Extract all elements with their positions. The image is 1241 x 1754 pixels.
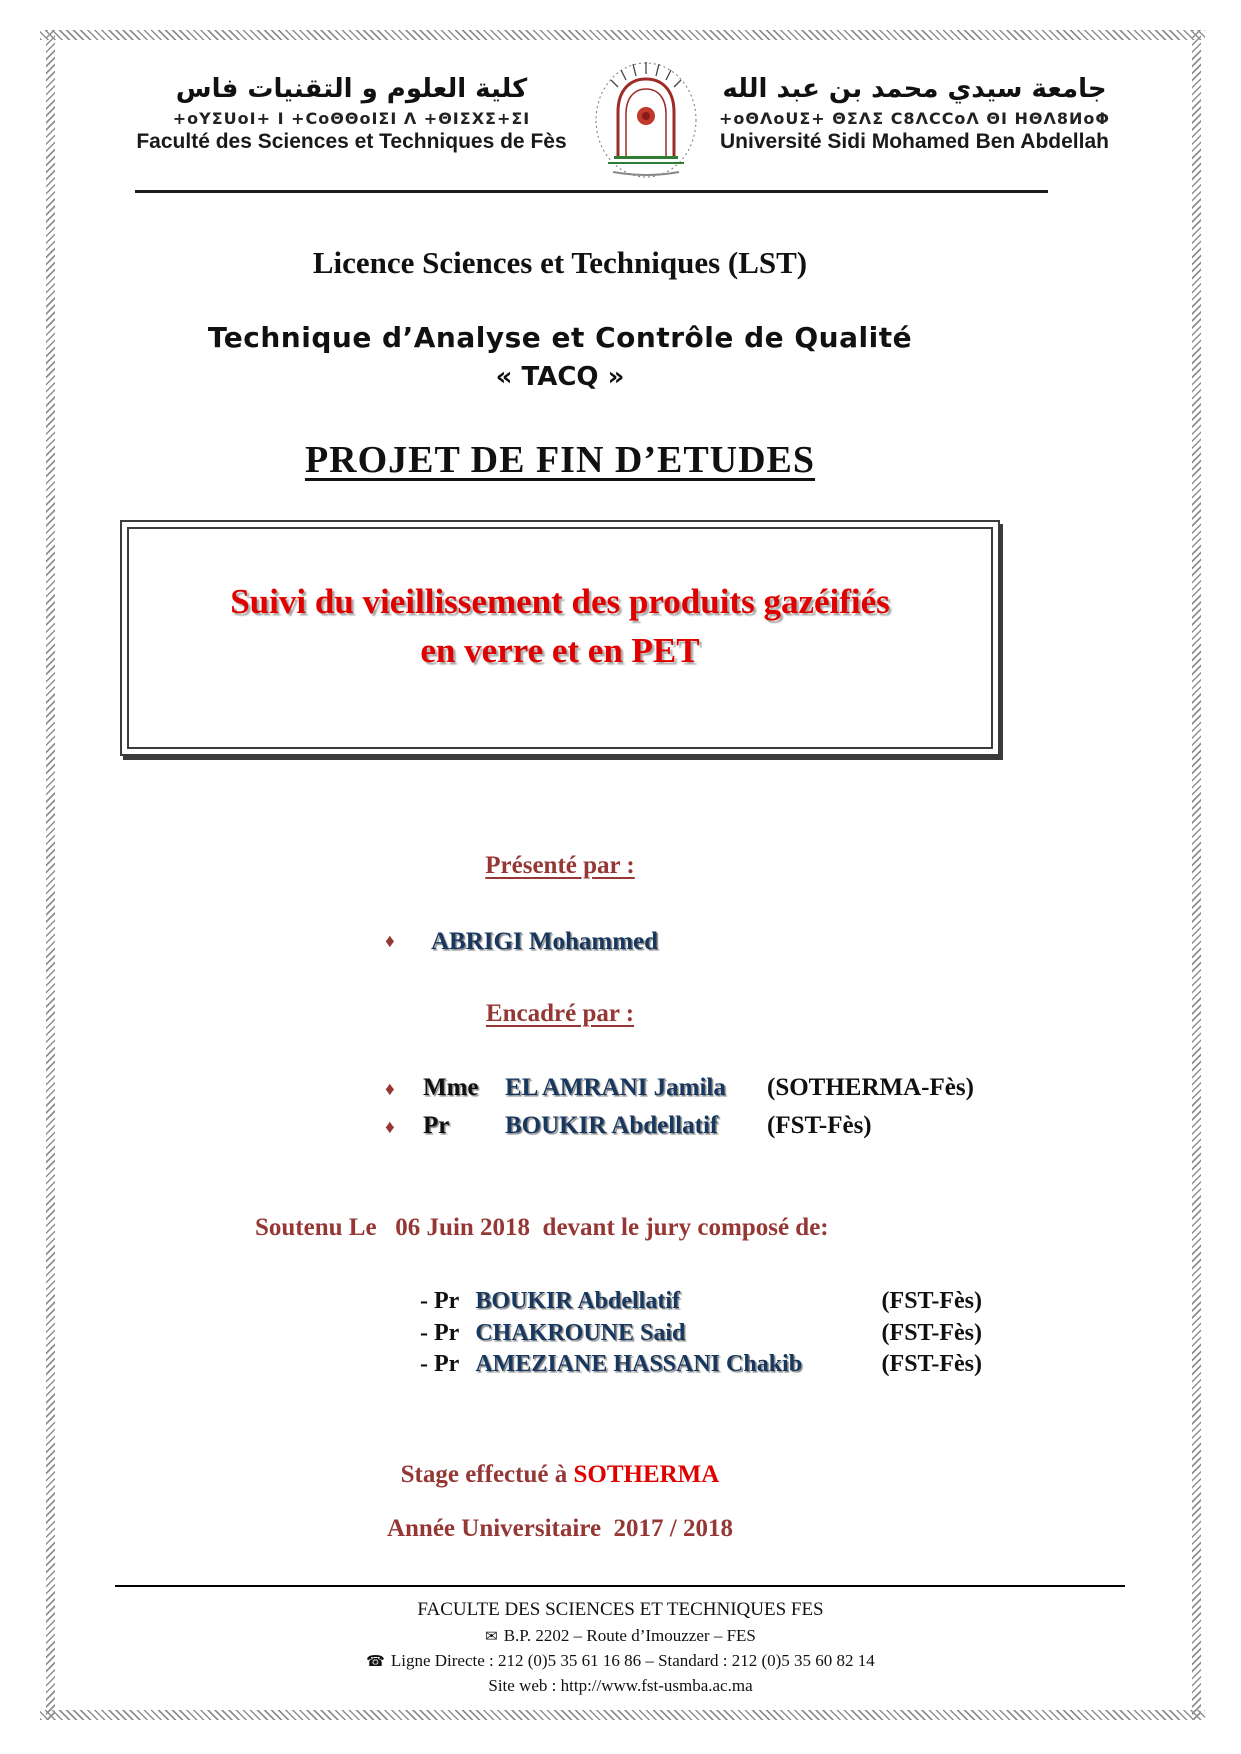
jury-row	[420, 1318, 982, 1350]
university-emblem-icon	[593, 58, 699, 180]
footer-address: B.P. 2202 – Route d’Imouzzer – FES	[503, 1626, 756, 1646]
jury-member-title: - Pr	[420, 1288, 460, 1314]
jury-member-title: - Pr	[420, 1351, 460, 1378]
subject-title-line2: en verre et en PET	[420, 631, 700, 670]
page-footer	[0, 1599, 1241, 1696]
footer-phone-line	[0, 1651, 1241, 1671]
university-name-tifinagh: +oΘΛoUΣ+ ΘΣΛΣ C8ΛCCoΛ ΘI HΘΛ8ИoΦ	[719, 109, 1110, 129]
jury-member-title: - Pr	[420, 1319, 460, 1346]
diamond-bullet-icon: ♦	[385, 931, 395, 952]
faculty-name-french: Faculté des Sciences et Techniques de Fès	[136, 130, 567, 154]
university-block	[715, 72, 1115, 154]
university-name-french: Université Sidi Mohamed Ben Abdellah	[720, 130, 1109, 154]
faculty-block	[127, 72, 577, 154]
subject-title-line1: Suivi du vieillissement des produits gazéifiés	[230, 582, 890, 621]
supervisor-row	[385, 1112, 1120, 1140]
document-type-title: PROJET DE FIN D’ETUDES	[304, 439, 816, 481]
supervisor-title: Mme	[423, 1074, 479, 1101]
footer-phone: Ligne Directe : 212 (0)5 35 61 16 86 – Standard : 212 (0)5 35 60 82 14	[390, 1651, 875, 1671]
supervisor-row	[385, 1074, 1120, 1102]
supervisor-affiliation: (FST-Fès)	[767, 1112, 872, 1139]
subject-box	[120, 520, 1000, 756]
envelope-icon: ✉	[485, 1627, 498, 1646]
page-header	[0, 72, 1241, 180]
university-name-arabic: جامعة سيدي محمد بن عبد الله	[722, 74, 1107, 104]
footer-address-line	[0, 1626, 1241, 1646]
jury-member-name: BOUKIR Abdellatif	[475, 1288, 681, 1314]
footer-divider	[115, 1585, 1125, 1587]
university-logo	[591, 58, 701, 180]
internship-line	[0, 1461, 1120, 1489]
diamond-bullet-icon: ♦	[385, 1117, 395, 1138]
footer-institution: FACULTE DES SCIENCES ET TECHNIQUES FES	[417, 1599, 824, 1621]
specialty-title: Technique d’Analyse et Contrôle de Qualité	[207, 321, 913, 354]
faculty-name-arabic: كلية العلوم و التقنيات فاس	[175, 74, 528, 104]
presented-by-heading: Présenté par :	[485, 852, 635, 879]
faculty-name-tifinagh: +oYΣUoI+ I +CoΘΘoIΣI Λ +ΘIΣXΣ+ΣI	[172, 109, 531, 129]
telephone-icon: ☎	[366, 1652, 385, 1671]
header-divider	[135, 190, 1048, 193]
supervisor-title: Pr	[423, 1112, 450, 1139]
defense-intro: Soutenu Le 06 Juin 2018 devant le jury composé de:	[255, 1214, 829, 1241]
internship-prefix: Stage effectué à	[400, 1461, 574, 1489]
jury-member-name: CHAKROUNE Said	[475, 1319, 686, 1346]
subject-box-inner	[127, 527, 993, 749]
footer-website: Site web : http://www.fst-usmba.ac.ma	[488, 1676, 753, 1696]
supervised-by-heading: Encadré par :	[485, 1000, 635, 1027]
jury-member-name: AMEZIANE HASSANI Chakib	[475, 1351, 803, 1378]
internship-company: SOTHERMA	[573, 1461, 720, 1489]
student-name: ABRIGI Mohammed	[430, 928, 659, 955]
jury-list	[420, 1286, 982, 1381]
supervisor-name: EL AMRANI Jamila	[505, 1074, 726, 1101]
main-content	[0, 245, 1120, 1543]
jury-row	[420, 1349, 982, 1381]
academic-year: Année Universitaire 2017 / 2018	[386, 1515, 734, 1543]
student-row	[385, 928, 1120, 956]
diamond-bullet-icon: ♦	[385, 1079, 395, 1100]
jury-row	[420, 1286, 982, 1318]
jury-member-affiliation: (FST-Fès)	[881, 1288, 982, 1314]
program-title: Licence Sciences et Techniques (LST)	[312, 245, 808, 280]
jury-member-affiliation: (FST-Fès)	[881, 1351, 982, 1378]
jury-member-affiliation: (FST-Fès)	[881, 1319, 982, 1346]
supervisor-affiliation: (SOTHERMA-Fès)	[767, 1074, 974, 1101]
specialty-abbreviation: « TACQ »	[495, 362, 625, 392]
supervisor-name: BOUKIR Abdellatif	[505, 1112, 719, 1139]
